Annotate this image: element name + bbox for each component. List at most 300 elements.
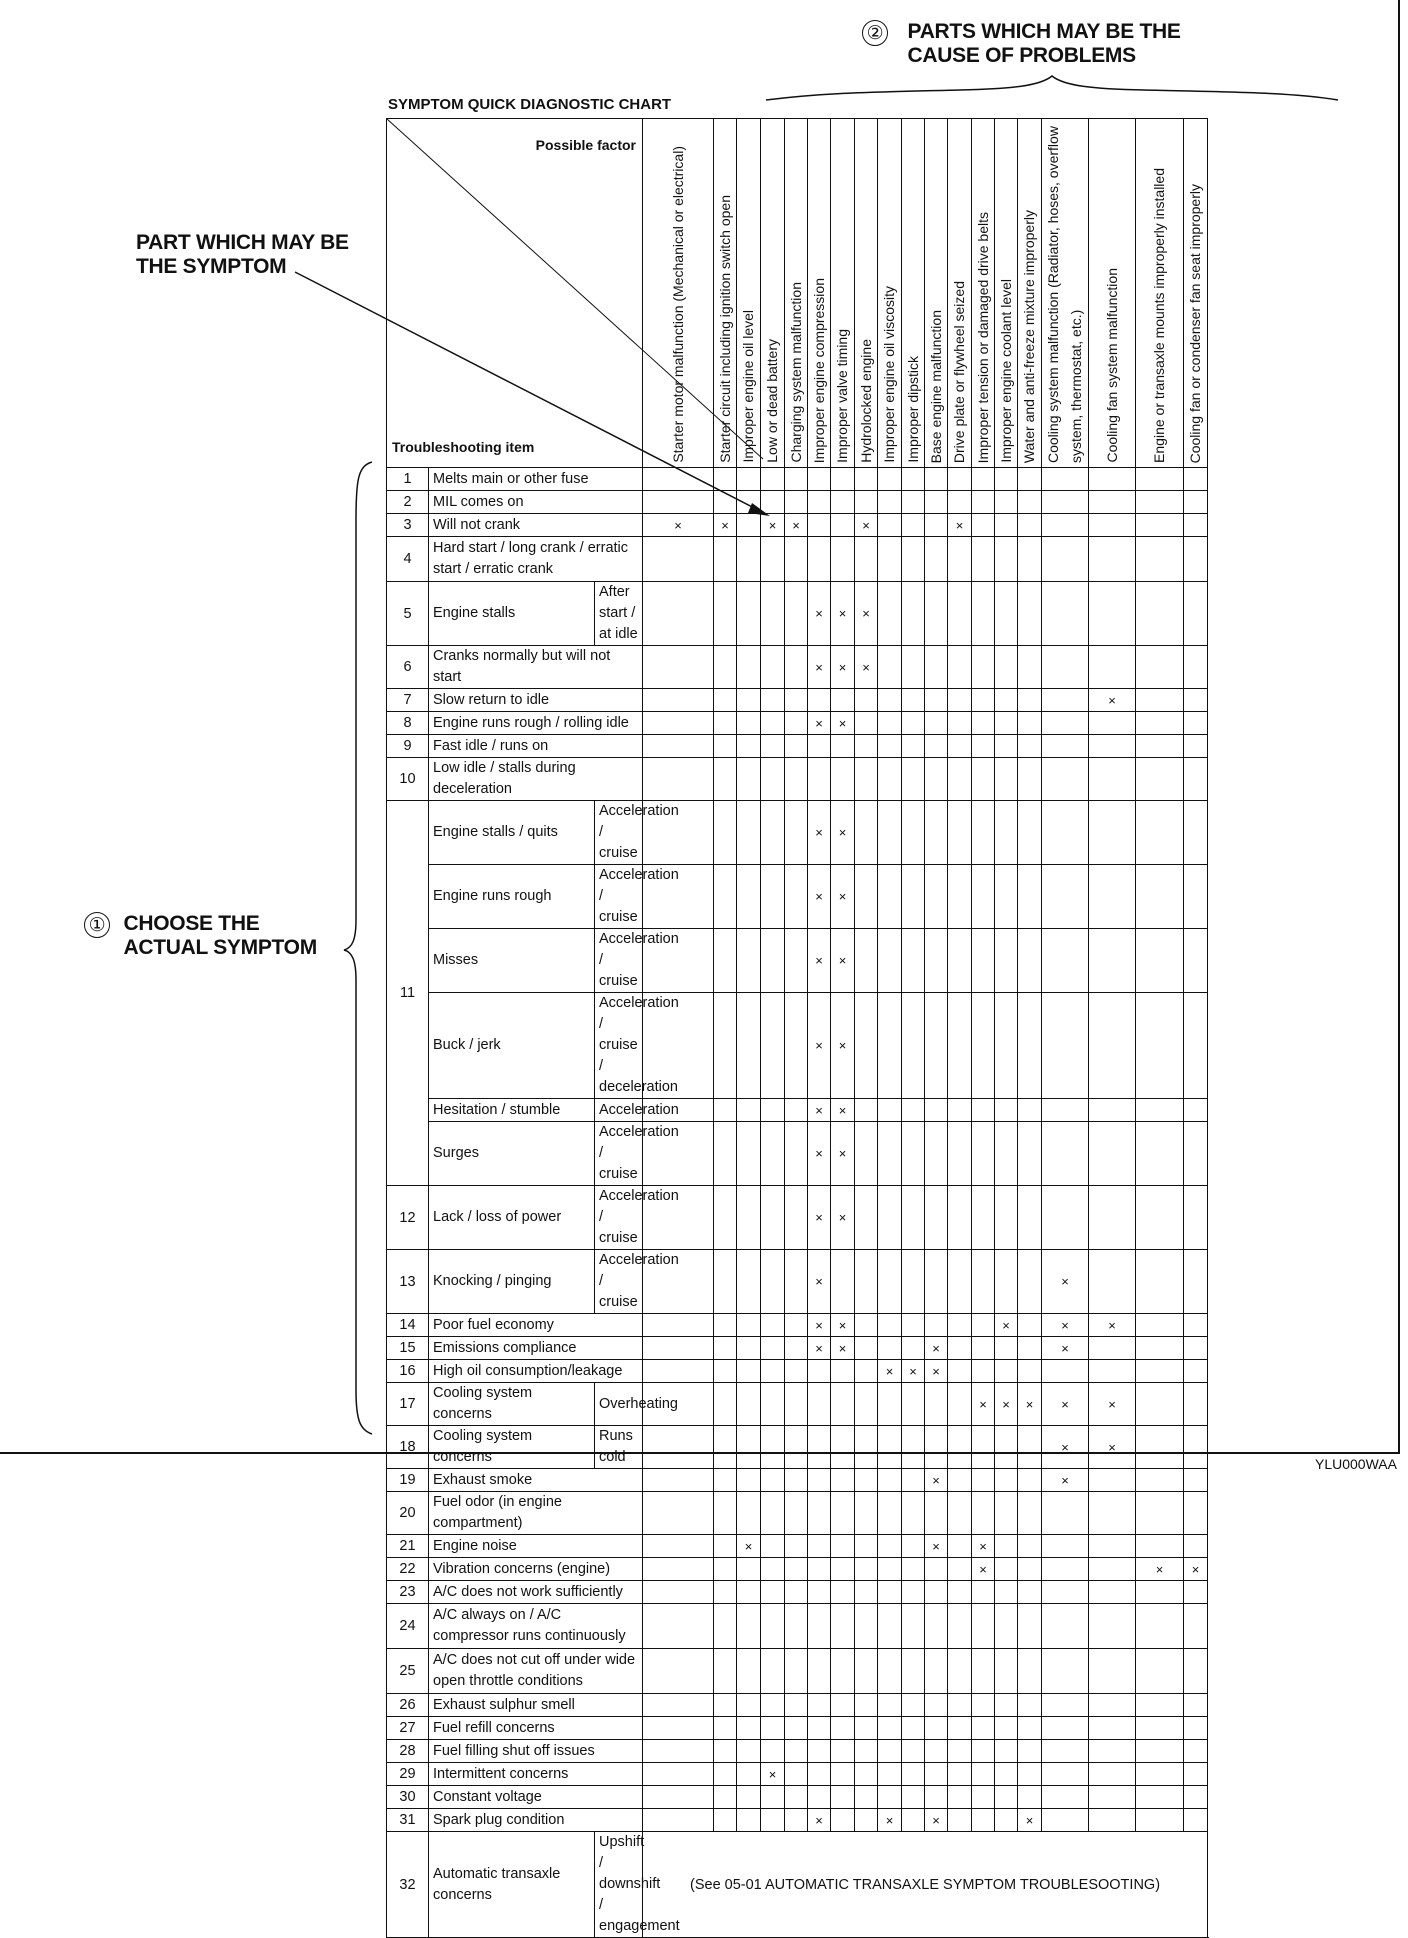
factor-header-10 <box>902 119 925 468</box>
empty-cell <box>972 1717 995 1740</box>
empty-cell <box>1018 1558 1042 1581</box>
factor-label: Improper dipstick <box>905 356 922 463</box>
factor-label: Improper engine oil viscosity <box>881 286 898 463</box>
empty-cell <box>995 1786 1018 1809</box>
empty-cell <box>785 646 808 689</box>
symptom-item: Misses <box>429 929 595 993</box>
empty-cell <box>761 1649 785 1694</box>
empty-cell <box>643 712 714 735</box>
empty-cell <box>902 1492 925 1535</box>
empty-cell <box>948 491 972 514</box>
symptom-item: Vibration concerns (engine) <box>429 1558 643 1581</box>
row-number: 8 <box>387 712 429 735</box>
empty-cell <box>902 646 925 689</box>
empty-cell <box>1089 735 1136 758</box>
empty-cell <box>761 929 785 993</box>
empty-cell <box>761 712 785 735</box>
empty-cell <box>1089 1492 1136 1535</box>
empty-cell <box>1136 929 1184 993</box>
empty-cell <box>995 582 1018 646</box>
symptom-row-13 <box>387 929 1208 993</box>
empty-cell <box>925 582 948 646</box>
empty-cell <box>1136 735 1184 758</box>
empty-cell <box>972 646 995 689</box>
empty-cell <box>1042 1535 1089 1558</box>
empty-cell <box>714 1604 737 1649</box>
symptom-condition: Acceleration / cruise <box>595 1186 643 1250</box>
empty-cell <box>855 1581 878 1604</box>
empty-cell <box>785 1717 808 1740</box>
empty-cell <box>1184 1314 1208 1337</box>
empty-cell <box>714 1581 737 1604</box>
empty-cell <box>1018 1122 1042 1186</box>
empty-cell <box>925 1558 948 1581</box>
empty-cell <box>972 929 995 993</box>
row-number: 6 <box>387 646 429 689</box>
empty-cell <box>948 1763 972 1786</box>
empty-cell <box>761 1535 785 1558</box>
empty-cell <box>761 1740 785 1763</box>
cause-mark: × <box>1042 1383 1089 1426</box>
empty-cell <box>1018 1694 1042 1717</box>
empty-cell <box>737 1360 761 1383</box>
empty-cell <box>1136 514 1184 537</box>
empty-cell <box>1184 514 1208 537</box>
empty-cell <box>714 1535 737 1558</box>
row-number: 1 <box>387 468 429 491</box>
empty-cell <box>1042 582 1089 646</box>
empty-cell <box>902 1469 925 1492</box>
empty-cell <box>855 1314 878 1337</box>
empty-cell <box>831 689 855 712</box>
empty-cell <box>1018 1535 1042 1558</box>
empty-cell <box>1184 1360 1208 1383</box>
empty-cell <box>995 758 1018 801</box>
empty-cell <box>1042 514 1089 537</box>
empty-cell <box>1136 1809 1184 1832</box>
empty-cell <box>995 1740 1018 1763</box>
symptom-item: Constant voltage <box>429 1786 643 1809</box>
empty-cell <box>1184 1763 1208 1786</box>
empty-cell <box>737 1558 761 1581</box>
empty-cell <box>1184 1337 1208 1360</box>
empty-cell <box>1042 1717 1089 1740</box>
empty-cell <box>995 1099 1018 1122</box>
empty-cell <box>1018 758 1042 801</box>
empty-cell <box>1136 1383 1184 1426</box>
empty-cell <box>1136 1786 1184 1809</box>
factor-header-14 <box>995 119 1018 468</box>
step-1-marker: ① <box>84 912 110 938</box>
empty-cell <box>878 646 902 689</box>
empty-cell <box>714 1426 737 1469</box>
factor-header-11 <box>925 119 948 468</box>
empty-cell <box>855 1122 878 1186</box>
empty-cell <box>1042 1360 1089 1383</box>
empty-cell <box>902 993 925 1099</box>
empty-cell <box>831 1250 855 1314</box>
empty-cell <box>1018 865 1042 929</box>
row-number: 31 <box>387 1809 429 1832</box>
empty-cell <box>1018 689 1042 712</box>
symptom-row-31 <box>387 1694 1208 1717</box>
empty-cell <box>831 735 855 758</box>
symptom-row-17 <box>387 1186 1208 1250</box>
empty-cell <box>831 1426 855 1469</box>
symptom-item: Engine runs rough / rolling idle <box>429 712 643 735</box>
empty-cell <box>1042 1558 1089 1581</box>
row-number: 7 <box>387 689 429 712</box>
empty-cell <box>714 929 737 993</box>
symptom-item: Fast idle / runs on <box>429 735 643 758</box>
cause-mark: × <box>808 1122 831 1186</box>
empty-cell <box>1018 1250 1042 1314</box>
empty-cell <box>855 865 878 929</box>
row-number: 10 <box>387 758 429 801</box>
empty-cell <box>948 1535 972 1558</box>
empty-cell <box>878 1186 902 1250</box>
empty-cell <box>878 1694 902 1717</box>
empty-cell <box>1042 491 1089 514</box>
symptom-row-27 <box>387 1558 1208 1581</box>
empty-cell <box>948 468 972 491</box>
empty-cell <box>714 1558 737 1581</box>
empty-cell <box>902 1535 925 1558</box>
empty-cell <box>643 1740 714 1763</box>
empty-cell <box>855 1426 878 1469</box>
empty-cell <box>902 582 925 646</box>
cause-mark: × <box>808 1186 831 1250</box>
empty-cell <box>714 1786 737 1809</box>
empty-cell <box>761 689 785 712</box>
empty-cell <box>878 1337 902 1360</box>
empty-cell <box>972 712 995 735</box>
empty-cell <box>808 758 831 801</box>
empty-cell <box>902 537 925 582</box>
empty-cell <box>785 1360 808 1383</box>
symptom-item: Spark plug condition <box>429 1809 643 1832</box>
factor-label: Engine or transaxle mounts improperly installed <box>1151 168 1168 463</box>
empty-cell <box>972 1122 995 1186</box>
empty-cell <box>948 646 972 689</box>
empty-cell <box>1018 1786 1042 1809</box>
factor-header-1 <box>643 119 714 468</box>
empty-cell <box>761 735 785 758</box>
cause-mark: × <box>831 1099 855 1122</box>
empty-cell <box>995 712 1018 735</box>
empty-cell <box>808 1649 831 1694</box>
symptom-row-23 <box>387 1426 1208 1469</box>
empty-cell <box>737 1250 761 1314</box>
empty-cell <box>785 1492 808 1535</box>
symptom-item: Automatic transaxle concerns <box>429 1832 595 1938</box>
empty-cell <box>902 1763 925 1786</box>
symptom-part-callout: PART WHICH MAY BE THE SYMPTOM <box>136 231 349 278</box>
empty-cell <box>995 491 1018 514</box>
empty-cell <box>902 1740 925 1763</box>
empty-cell <box>1042 1581 1089 1604</box>
empty-cell <box>1136 993 1184 1099</box>
empty-cell <box>925 1581 948 1604</box>
empty-cell <box>831 1786 855 1809</box>
cause-mark: × <box>995 1314 1018 1337</box>
symptom-item: Hesitation / stumble <box>429 1099 595 1122</box>
empty-cell <box>737 993 761 1099</box>
empty-cell <box>785 1535 808 1558</box>
empty-cell <box>925 1099 948 1122</box>
empty-cell <box>714 468 737 491</box>
empty-cell <box>1136 1186 1184 1250</box>
empty-cell <box>785 1250 808 1314</box>
empty-cell <box>808 1694 831 1717</box>
empty-cell <box>737 689 761 712</box>
factor-label: Improper tension or damaged drive belts <box>975 211 992 463</box>
empty-cell <box>1184 801 1208 865</box>
empty-cell <box>1018 514 1042 537</box>
empty-cell <box>1018 1360 1042 1383</box>
empty-cell <box>643 646 714 689</box>
empty-cell <box>855 1649 878 1694</box>
empty-cell <box>972 1314 995 1337</box>
empty-cell <box>1089 646 1136 689</box>
empty-cell <box>855 1099 878 1122</box>
factor-label: Starter motor malfunction (Mechanical or electrical) <box>669 146 686 463</box>
cause-mark: × <box>925 1535 948 1558</box>
empty-cell <box>737 1186 761 1250</box>
row-number: 13 <box>387 1250 429 1314</box>
cause-mark: × <box>831 712 855 735</box>
row-number: 4 <box>387 537 429 582</box>
empty-cell <box>972 1581 995 1604</box>
empty-cell <box>831 468 855 491</box>
empty-cell <box>831 1649 855 1694</box>
empty-cell <box>785 1763 808 1786</box>
empty-cell <box>1042 1694 1089 1717</box>
symptom-row-30 <box>387 1649 1208 1694</box>
empty-cell <box>1136 1492 1184 1535</box>
empty-cell <box>643 1469 714 1492</box>
empty-cell <box>737 1786 761 1809</box>
symptom-item: Fuel filling shut off issues <box>429 1740 643 1763</box>
empty-cell <box>785 1122 808 1186</box>
empty-cell <box>714 1809 737 1832</box>
cause-mark: × <box>925 1337 948 1360</box>
cause-mark: × <box>925 1809 948 1832</box>
cause-mark: × <box>972 1558 995 1581</box>
empty-cell <box>1184 537 1208 582</box>
empty-cell <box>878 582 902 646</box>
empty-cell <box>785 1383 808 1426</box>
empty-cell <box>948 1649 972 1694</box>
empty-cell <box>995 1186 1018 1250</box>
empty-cell <box>761 1786 785 1809</box>
empty-cell <box>1089 1786 1136 1809</box>
empty-cell <box>1136 1717 1184 1740</box>
empty-cell <box>1089 1649 1136 1694</box>
empty-cell <box>808 1604 831 1649</box>
empty-cell <box>785 1558 808 1581</box>
empty-cell <box>643 689 714 712</box>
cause-mark: × <box>808 712 831 735</box>
empty-cell <box>902 712 925 735</box>
empty-cell <box>1089 537 1136 582</box>
empty-cell <box>902 1786 925 1809</box>
empty-cell <box>785 993 808 1099</box>
factor-label: Charging system malfunction <box>788 282 805 463</box>
empty-cell <box>737 1763 761 1786</box>
empty-cell <box>714 646 737 689</box>
empty-cell <box>948 1581 972 1604</box>
empty-cell <box>948 801 972 865</box>
empty-cell <box>995 1492 1018 1535</box>
empty-cell <box>1018 537 1042 582</box>
empty-cell <box>1042 712 1089 735</box>
empty-cell <box>1089 865 1136 929</box>
symptom-condition: Runs cold <box>595 1426 643 1469</box>
empty-cell <box>1089 1250 1136 1314</box>
empty-cell <box>831 537 855 582</box>
empty-cell <box>1089 468 1136 491</box>
empty-cell <box>737 758 761 801</box>
empty-cell <box>1042 758 1089 801</box>
empty-cell <box>995 1360 1018 1383</box>
row-number: 29 <box>387 1763 429 1786</box>
empty-cell <box>925 1426 948 1469</box>
diagnostic-chart-table <box>386 118 1208 1938</box>
empty-cell <box>1184 1099 1208 1122</box>
empty-cell <box>1184 1717 1208 1740</box>
empty-cell <box>714 1717 737 1740</box>
empty-cell <box>878 1383 902 1426</box>
symptom-row-33 <box>387 1740 1208 1763</box>
factor-header-6 <box>808 119 831 468</box>
factor-label: Cooling fan system malfunction <box>1103 268 1120 463</box>
empty-cell <box>761 1809 785 1832</box>
empty-cell <box>972 1492 995 1535</box>
symptom-condition: Acceleration / cruise <box>595 1250 643 1314</box>
empty-cell <box>878 712 902 735</box>
row-number: 20 <box>387 1492 429 1535</box>
empty-cell <box>925 929 948 993</box>
troubleshooting-item-label: Troubleshooting item <box>392 439 535 455</box>
empty-cell <box>785 1469 808 1492</box>
factor-header-18 <box>1136 119 1184 468</box>
empty-cell <box>643 582 714 646</box>
empty-cell <box>643 1535 714 1558</box>
empty-cell <box>1018 491 1042 514</box>
cause-mark: × <box>925 1360 948 1383</box>
empty-cell <box>714 735 737 758</box>
factor-label: Hydrolocked engine <box>858 339 875 463</box>
empty-cell <box>948 993 972 1099</box>
empty-cell <box>878 689 902 712</box>
empty-cell <box>995 1809 1018 1832</box>
empty-cell <box>1184 1694 1208 1717</box>
empty-cell <box>1136 1426 1184 1469</box>
empty-cell <box>1136 689 1184 712</box>
empty-cell <box>1018 1717 1042 1740</box>
empty-cell <box>995 1717 1018 1740</box>
empty-cell <box>995 1581 1018 1604</box>
empty-cell <box>643 1360 714 1383</box>
cause-mark: × <box>1089 1314 1136 1337</box>
cause-mark: × <box>855 646 878 689</box>
row-number: 18 <box>387 1426 429 1469</box>
empty-cell <box>643 1786 714 1809</box>
choose-callout-text: CHOOSE THE ACTUAL SYMPTOM <box>123 912 317 959</box>
empty-cell <box>1042 1604 1089 1649</box>
empty-cell <box>643 1314 714 1337</box>
empty-cell <box>995 1426 1018 1469</box>
empty-cell <box>1042 468 1089 491</box>
cause-mark: × <box>855 582 878 646</box>
symptom-item: A/C does not cut off under wide open throttle conditions <box>429 1649 643 1694</box>
empty-cell <box>714 1694 737 1717</box>
empty-cell <box>808 1763 831 1786</box>
empty-cell <box>1018 646 1042 689</box>
empty-cell <box>855 1786 878 1809</box>
symptom-item: Buck / jerk <box>429 993 595 1099</box>
cause-mark: × <box>878 1809 902 1832</box>
empty-cell <box>643 1337 714 1360</box>
empty-cell <box>995 1558 1018 1581</box>
empty-cell <box>1089 491 1136 514</box>
empty-cell <box>855 1763 878 1786</box>
empty-cell <box>808 537 831 582</box>
factor-label: Cooling fan or condenser fan seat improperly <box>1187 183 1204 463</box>
empty-cell <box>761 1469 785 1492</box>
empty-cell <box>972 1740 995 1763</box>
empty-cell <box>925 865 948 929</box>
empty-cell <box>643 1763 714 1786</box>
empty-cell <box>1018 929 1042 993</box>
empty-cell <box>831 1535 855 1558</box>
empty-cell <box>1136 1337 1184 1360</box>
symptom-row-6 <box>387 646 1208 689</box>
row-number: 19 <box>387 1469 429 1492</box>
factor-header-4 <box>761 119 785 468</box>
empty-cell <box>855 735 878 758</box>
empty-cell <box>643 1717 714 1740</box>
empty-cell <box>855 537 878 582</box>
symptom-item: Slow return to idle <box>429 689 643 712</box>
symptom-brace <box>344 462 372 1434</box>
empty-cell <box>808 514 831 537</box>
symptom-item: Poor fuel economy <box>429 1314 643 1337</box>
empty-cell <box>831 514 855 537</box>
header-corner <box>387 119 643 468</box>
empty-cell <box>761 1604 785 1649</box>
empty-cell <box>737 1099 761 1122</box>
empty-cell <box>972 582 995 646</box>
symptom-item: Engine stalls / quits <box>429 801 595 865</box>
empty-cell <box>925 1786 948 1809</box>
empty-cell <box>714 801 737 865</box>
empty-cell <box>1018 1099 1042 1122</box>
empty-cell <box>1184 491 1208 514</box>
empty-cell <box>761 801 785 865</box>
empty-cell <box>878 1558 902 1581</box>
empty-cell <box>1136 801 1184 865</box>
empty-cell <box>831 1360 855 1383</box>
empty-cell <box>1136 1694 1184 1717</box>
empty-cell <box>761 1694 785 1717</box>
empty-cell <box>831 1558 855 1581</box>
empty-cell <box>643 1809 714 1832</box>
empty-cell <box>878 1122 902 1186</box>
empty-cell <box>1018 1426 1042 1469</box>
row-number: 25 <box>387 1649 429 1694</box>
